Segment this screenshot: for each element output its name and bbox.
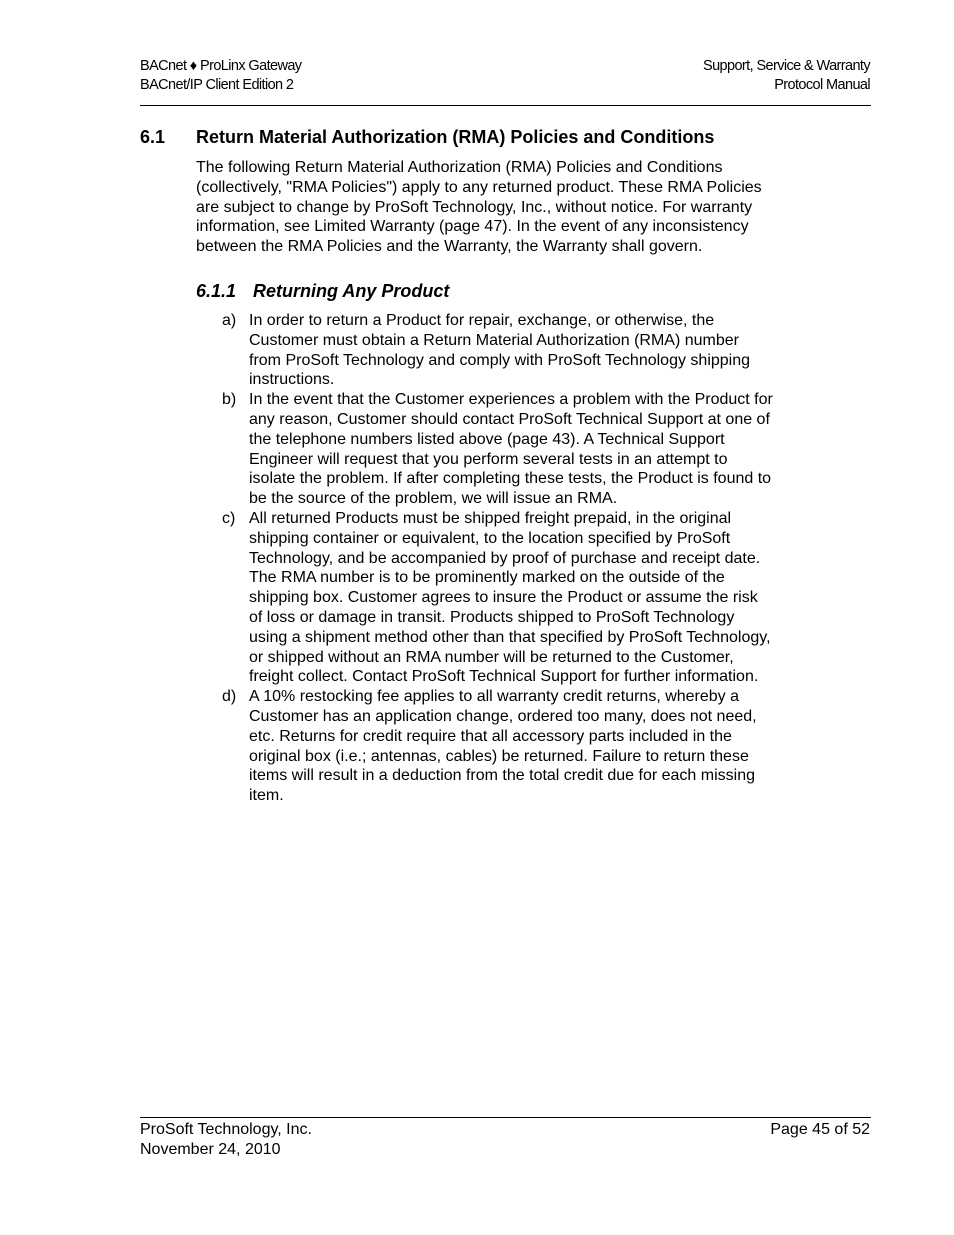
list-item-line: from ProSoft Technology and comply with ProSoft Technology shipping [249,351,751,369]
footer-page-number: Page 45 of 52 [770,1121,870,1138]
section-heading [140,126,714,148]
policy-list [222,311,822,806]
list-item-line: In the event that the Customer experiences a problem with the Product for [249,391,773,409]
list-marker: c) [222,509,236,527]
header-edition: BACnet/IP Client Edition 2 [140,77,294,93]
subsection-heading [196,280,449,302]
intro-line: (collectively, "RMA Policies") apply to any returned product. These RMA Policies [196,178,762,196]
list-item [222,687,822,806]
list-item-line: freight collect. Contact ProSoft Technical Support for further information. [249,668,759,686]
list-marker: d) [222,688,237,706]
list-item-line: instructions. [249,371,335,389]
list-item [222,509,822,687]
list-marker: a) [222,312,237,329]
footer-left [140,1120,312,1159]
list-item-line: Customer must obtain a Return Material Authorization (RMA) number [249,331,739,349]
footer-date: November 24, 2010 [140,1140,281,1158]
list-item-line: In order to return a Product for repair, exchange, or otherwise, the [249,312,715,329]
list-item-line: or shipped without an RMA number will be returned to the Customer, [249,648,734,666]
list-item [222,390,822,509]
list-item-line: any reason, Customer should contact ProSoft Technical Support at one of [249,410,770,428]
section-number: 6.1 [140,127,166,147]
list-item-line: items will result in a deduction from the total credit due for each missing [249,767,756,785]
list-item-line: original box (i.e.; antennas, cables) be returned. Failure to return these [249,747,749,765]
intro-line: The following Return Material Authorization (RMA) Policies and Conditions [196,159,723,176]
header-product-name: BACnet ♦ ProLinx Gateway [140,58,302,74]
section-title: Return Material Authorization (RMA) Policies and Conditions [196,127,715,147]
list-item-line: using a shipment method other than that specified by ProSoft Technology, [249,628,771,646]
list-item-line: item. [249,787,284,805]
header-left [140,57,301,95]
list-item-line: etc. Returns for credit require that all accessory parts included in the [249,727,732,745]
intro-line: information, see Limited Warranty (page 47). In the event of any inconsistency [196,218,749,236]
list-item-line: the telephone numbers listed above (page 43). A Technical Support [249,430,725,448]
list-item-line: shipping container or equivalent, to the location specified by ProSoft [249,529,731,547]
page-footer [140,1117,871,1158]
list-item-line: All returned Products must be shipped freight prepaid, in the original [249,509,732,527]
page-header [140,57,871,106]
footer-right [770,1120,870,1140]
section-intro-paragraph [196,158,826,257]
list-marker: b) [222,391,237,409]
list-item-line: Engineer will request that you perform several tests in an attempt to [249,450,728,468]
footer-company: ProSoft Technology, Inc. [140,1121,312,1138]
subsection-number: 6.1.1 [196,281,237,301]
header-manual-type: Protocol Manual [774,77,870,93]
intro-line: between the RMA Policies and the Warranty, the Warranty shall govern. [196,238,703,256]
header-chapter: Support, Service & Warranty [703,58,870,74]
list-item-line: A 10% restocking fee applies to all warranty credit returns, whereby a [249,688,740,706]
list-item-line: Customer has an application change, ordered too many, does not need, [249,707,757,725]
list-item-line: be the source of the problem, we will issue an RMA. [249,490,618,508]
subsection-title: Returning Any Product [253,281,450,301]
list-item-line: isolate the problem. If after completing these tests, the Product is found to [249,470,772,488]
header-right [703,57,870,95]
list-item-line: Technology, and be accompanied by proof of purchase and receipt date. [249,549,761,567]
list-item-line: The RMA number is to be prominently marked on the outside of the [249,569,725,587]
list-item-line: of loss or damage in transit. Products shipped to ProSoft Technology [249,608,735,626]
list-item-line: shipping box. Customer agrees to insure the Product or assume the risk [249,589,758,607]
intro-line: are subject to change by ProSoft Technology, Inc., without notice. For warranty [196,198,753,216]
list-item [222,311,822,390]
